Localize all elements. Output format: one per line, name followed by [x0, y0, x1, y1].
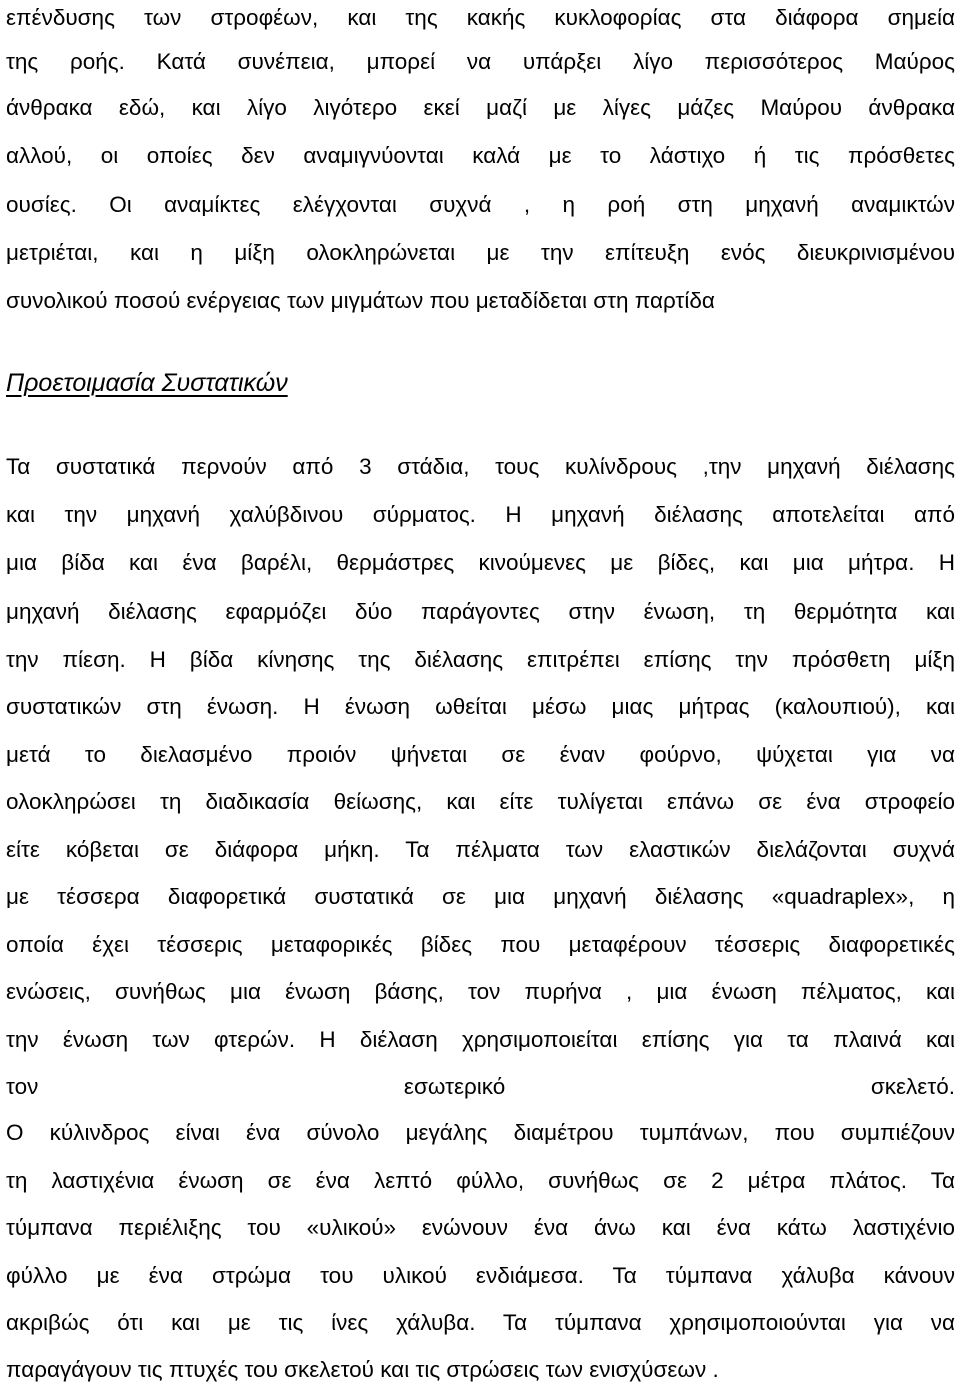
paragraph-line: μετά το διελασμένο προιόν ψήνεται σε έναν φούρνο, ψύχεται για να: [6, 742, 955, 767]
paragraph-line: την πίεση. Η βίδα κίνησης της διέλασης επιτρέπει επίσης την πρόσθετη μίξη: [6, 647, 955, 672]
paragraph-line: επένδυσης των στροφέων, και της κακής κυκλοφορίας στα διάφορα σημεία: [6, 5, 955, 30]
paragraph-line: μετριέται, και η μίξη ολοκληρώνεται με την επίτευξη ενός διευκρινισμένου: [6, 240, 955, 265]
paragraph-line: είτε κόβεται σε διάφορα μήκη. Τα πέλματα των ελαστικών διελάζονται συχνά: [6, 837, 955, 862]
paragraph-line: οποία έχει τέσσερις μεταφορικές βίδες που μεταφέρουν τέσσερις διαφορετικές: [6, 932, 955, 957]
paragraph-line: αλλού, οι οποίες δεν αναμιγνύονται καλά με το λάστιχο ή τις πρόσθετες: [6, 143, 955, 168]
paragraph-line: και την μηχανή χαλύβδινου σύρματος. Η μηχανή διέλασης αποτελείται από: [6, 502, 955, 527]
paragraph-line: την ένωση των φτερών. Η διέλαση χρησιμοποιείται επίσης για τα πλαινά και: [6, 1027, 955, 1052]
paragraph-line: άνθρακα εδώ, και λίγο λιγότερο εκεί μαζί με λίγες μάζες Μαύρου άνθρακα: [6, 95, 955, 120]
section-heading: Προετοιμασία Συστατικών: [6, 369, 288, 397]
paragraph-line: τον εσωτερικό σκελετό.: [6, 1074, 955, 1099]
paragraph-line: ενώσεις, συνήθως μια ένωση βάσης, τον πυρήνα , μια ένωση πέλματος, και: [6, 979, 955, 1004]
paragraph-line: με τέσσερα διαφορετικά συστατικά σε μια μηχανή διέλασης «quadraplex», η: [6, 884, 955, 909]
paragraph-line: συστατικών στη ένωση. Η ένωση ωθείται μέσω μιας μήτρας (καλουπιού), και: [6, 694, 955, 719]
paragraph-line: Ο κύλινδρος είναι ένα σύνολο μεγάλης διαμέτρου τυμπάνων, που συμπιέζουν: [6, 1120, 955, 1145]
paragraph-line: ουσίες. Οι αναμίκτες ελέγχονται συχνά , η ροή στη μηχανή αναμικτών: [6, 192, 955, 217]
paragraph-line: ακριβώς ότι και με τις ίνες χάλυβα. Τα τύμπανα χρησιμοποιούνται για να: [6, 1310, 955, 1335]
paragraph-line: Τα συστατικά περνούν από 3 στάδια, τους κυλίνδρους ,την μηχανή διέλασης: [6, 454, 955, 479]
paragraph-line: μια βίδα και ένα βαρέλι, θερμάστρες κινούμενες με βίδες, και μια μήτρα. Η: [6, 550, 955, 575]
paragraph-line: τη λαστιχένια ένωση σε ένα λεπτό φύλλο, συνήθως σε 2 μέτρα πλάτος. Τα: [6, 1168, 955, 1193]
paragraph-line: τύμπανα περιέλιξης του «υλικού» ενώνουν ένα άνω και ένα κάτω λαστιχένιο: [6, 1215, 955, 1240]
paragraph-line: μηχανή διέλασης εφαρμόζει δύο παράγοντες στην ένωση, τη θερμότητα και: [6, 599, 955, 624]
paragraph-line: παραγάγουν τις πτυχές του σκελετού και τις στρώσεις των ενισχύσεων .: [6, 1357, 719, 1382]
paragraph-line: συνολικού ποσού ενέργειας των μιγμάτων που μεταδίδεται στη παρτίδα: [6, 288, 715, 313]
paragraph-line: της ροής. Κατά συνέπεια, μπορεί να υπάρξει λίγο περισσότερος Μαύρος: [6, 49, 955, 74]
paragraph-line: ολοκληρώσει τη διαδικασία θείωσης, και είτε τυλίγεται επάνω σε ένα στροφείο: [6, 789, 955, 814]
paragraph-line: φύλλο με ένα στρώμα του υλικού ενδιάμεσα. Τα τύμπανα χάλυβα κάνουν: [6, 1263, 955, 1288]
